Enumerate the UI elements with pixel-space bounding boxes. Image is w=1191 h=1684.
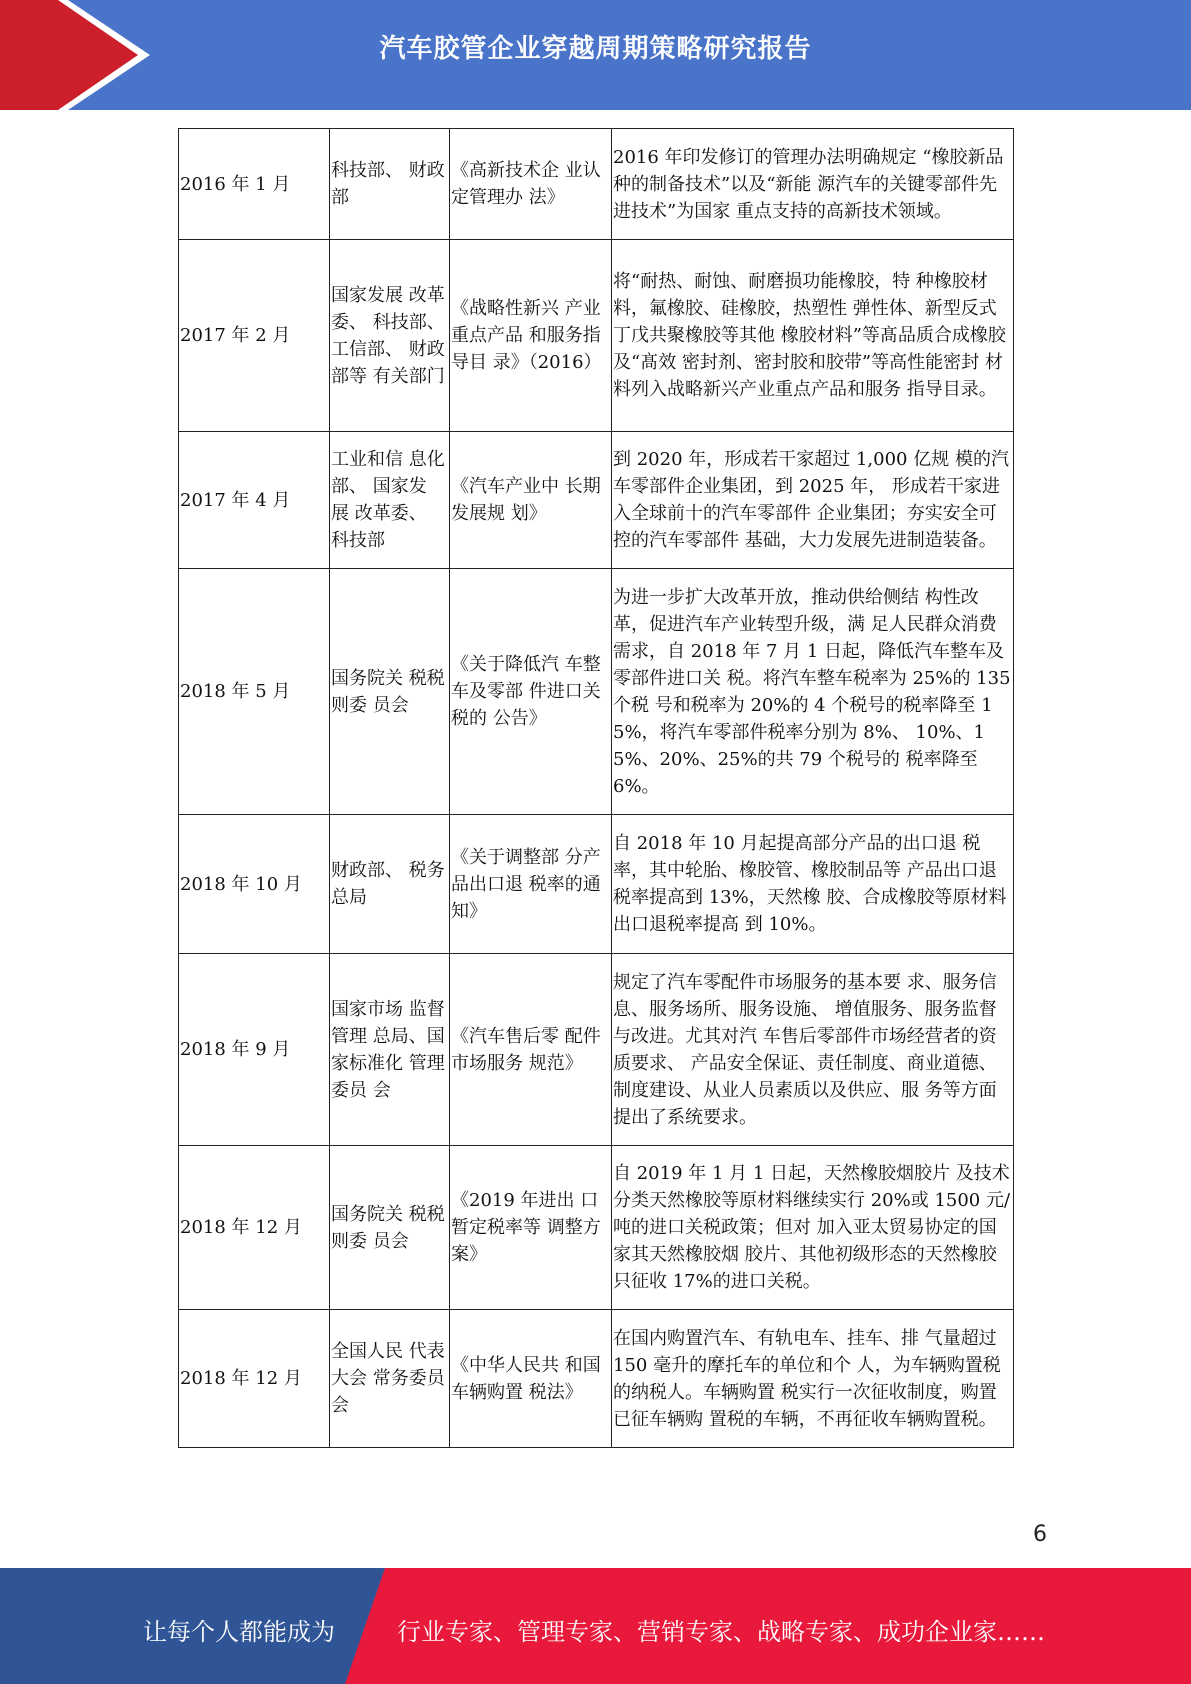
table-row <box>179 954 1014 1146</box>
content-cell: 规定了汽车零配件市场服务的基本要 求、服务信息、服务场所、服务设施、 增值服务、服务监督与改进。尤其对汽 车售后零部件市场经营者的资质要求、 产品安全保证、责任制度、商业道德、 制度建设、从业人员素质以及供应、服 务等方面提出了系统要求。 <box>612 954 1014 1146</box>
table-row <box>179 815 1014 954</box>
document-cell: 《汽车售后零 配件市场服务 规范》 <box>450 954 612 1146</box>
content-cell: 自 2019 年 1 月 1 日起，天然橡胶烟胶片 及技术分类天然橡胶等原材料继续实行 20%或 1500 元/吨的进口关税政策；但对 加入亚太贸易协定的国家其天然橡胶烟 胶片、其他初级形态的天然橡胶只征收 17%的进口关税。 <box>612 1146 1014 1310</box>
content-cell: 在国内购置汽车、有轨电车、挂车、排 气量超过 150 毫升的摩托车的单位和个 人，为车辆购置税的纳税人。车辆购置 税实行一次征收制度，购置已征车辆购 置税的车辆，不再征收车辆购置税。 <box>612 1310 1014 1448</box>
department-cell: 全国人民 代表大会 常务委员 会 <box>330 1310 450 1448</box>
table-row <box>179 129 1014 240</box>
date-cell: 2018 年 12 月 <box>179 1310 330 1448</box>
table-row <box>179 1146 1014 1310</box>
document-cell: 《关于降低汽 车整车及零部 件进口关税的 公告》 <box>450 569 612 815</box>
footer-slogan-left: 让每个人都能成为 <box>143 1618 335 1646</box>
content-cell: 将“耐热、耐蚀、耐磨损功能橡胶，特 种橡胶材料，氟橡胶、硅橡胶，热塑性 弹性体、新型反式丁戊共聚橡胶等其他 橡胶材料”等髙品质合成橡胶及“髙效 密封剂、密封胶和胶带”等高性能密封 材料列入战略新兴产业重点产品和服务 指导目录。 <box>612 240 1014 432</box>
department-cell: 国家市场 监督管理 总局、国 家标准化 管理委员 会 <box>330 954 450 1146</box>
date-cell: 2018 年 12 月 <box>179 1146 330 1310</box>
document-cell: 《高新技术企 业认定管理办 法》 <box>450 129 612 240</box>
footer-slogan-right: 行业专家、管理专家、营销专家、战略专家、成功企业家…… <box>397 1618 1045 1646</box>
table-row <box>179 240 1014 432</box>
date-cell: 2018 年 10 月 <box>179 815 330 954</box>
department-cell: 科技部、 财政部 <box>330 129 450 240</box>
table-row <box>179 432 1014 569</box>
date-cell: 2016 年 1 月 <box>179 129 330 240</box>
document-cell: 《汽车产业中 长期发展规 划》 <box>450 432 612 569</box>
content-cell: 为进一步扩大改革开放，推动供给侧结 构性改革，促进汽车产业转型升级，满 足人民群众消费需求，自 2018 年 7 月 1 日起，降低汽车整车及零部件进口关 税。将汽车整车税率为 25%的 135 个税 号和税率为 20%的 4 个税号的税率降至 15%，将汽车零部件税率分别为 8%、 10%、15%、20%、25%的共 79 个税号的 税率降至 6%。 <box>612 569 1014 815</box>
date-cell: 2017 年 4 月 <box>179 432 330 569</box>
date-cell: 2017 年 2 月 <box>179 240 330 432</box>
date-cell: 2018 年 9 月 <box>179 954 330 1146</box>
content-cell: 自 2018 年 10 月起提高部分产品的出口退 税率，其中轮胎、橡胶管、橡胶制品等 产品出口退税率提高到 13%，天然橡 胶、合成橡胶等原材料出口退税率提高 到 10%。 <box>612 815 1014 954</box>
date-cell: 2018 年 5 月 <box>179 569 330 815</box>
content-cell: 2016 年印发修订的管理办法明确规定 “橡胶新品种的制备技术”以及“新能 源汽车的关键零部件先进技术”为国家 重点支持的高新技术领域。 <box>612 129 1014 240</box>
table-row <box>179 1310 1014 1448</box>
policy-table <box>178 128 1014 1448</box>
document-cell: 《战略性新兴 产业重点产品 和服务指导目 录》（2016） <box>450 240 612 432</box>
page-number: 6 <box>1033 1522 1047 1547</box>
department-cell: 国家发展 改革委、 科技部、 工信部、 财政部等 有关部门 <box>330 240 450 432</box>
document-cell: 《中华人民共 和国车辆购置 税法》 <box>450 1310 612 1448</box>
department-cell: 国务院关 税税则委 员会 <box>330 1146 450 1310</box>
page-footer <box>0 1568 1191 1684</box>
department-cell: 工业和信 息化部、 国家发 展 改革委、 科技部 <box>330 432 450 569</box>
department-cell: 国务院关 税税则委 员会 <box>330 569 450 815</box>
report-title: 汽车胶管企业穿越周期策略研究报告 <box>379 34 812 64</box>
department-cell: 财政部、 税务总局 <box>330 815 450 954</box>
document-cell: 《2019 年进出 口暂定税率等 调整方案》 <box>450 1146 612 1310</box>
table-row <box>179 569 1014 815</box>
content-cell: 到 2020 年，形成若干家超过 1,000 亿规 模的汽车零部件企业集团，到 2025 年， 形成若干家进入全球前十的汽车零部件 企业集团；夯实安全可控的汽车零部件 基础，大力发展先进制造装备。 <box>612 432 1014 569</box>
page-header <box>0 0 1191 110</box>
document-cell: 《关于调整部 分产品出口退 税率的通知》 <box>450 815 612 954</box>
